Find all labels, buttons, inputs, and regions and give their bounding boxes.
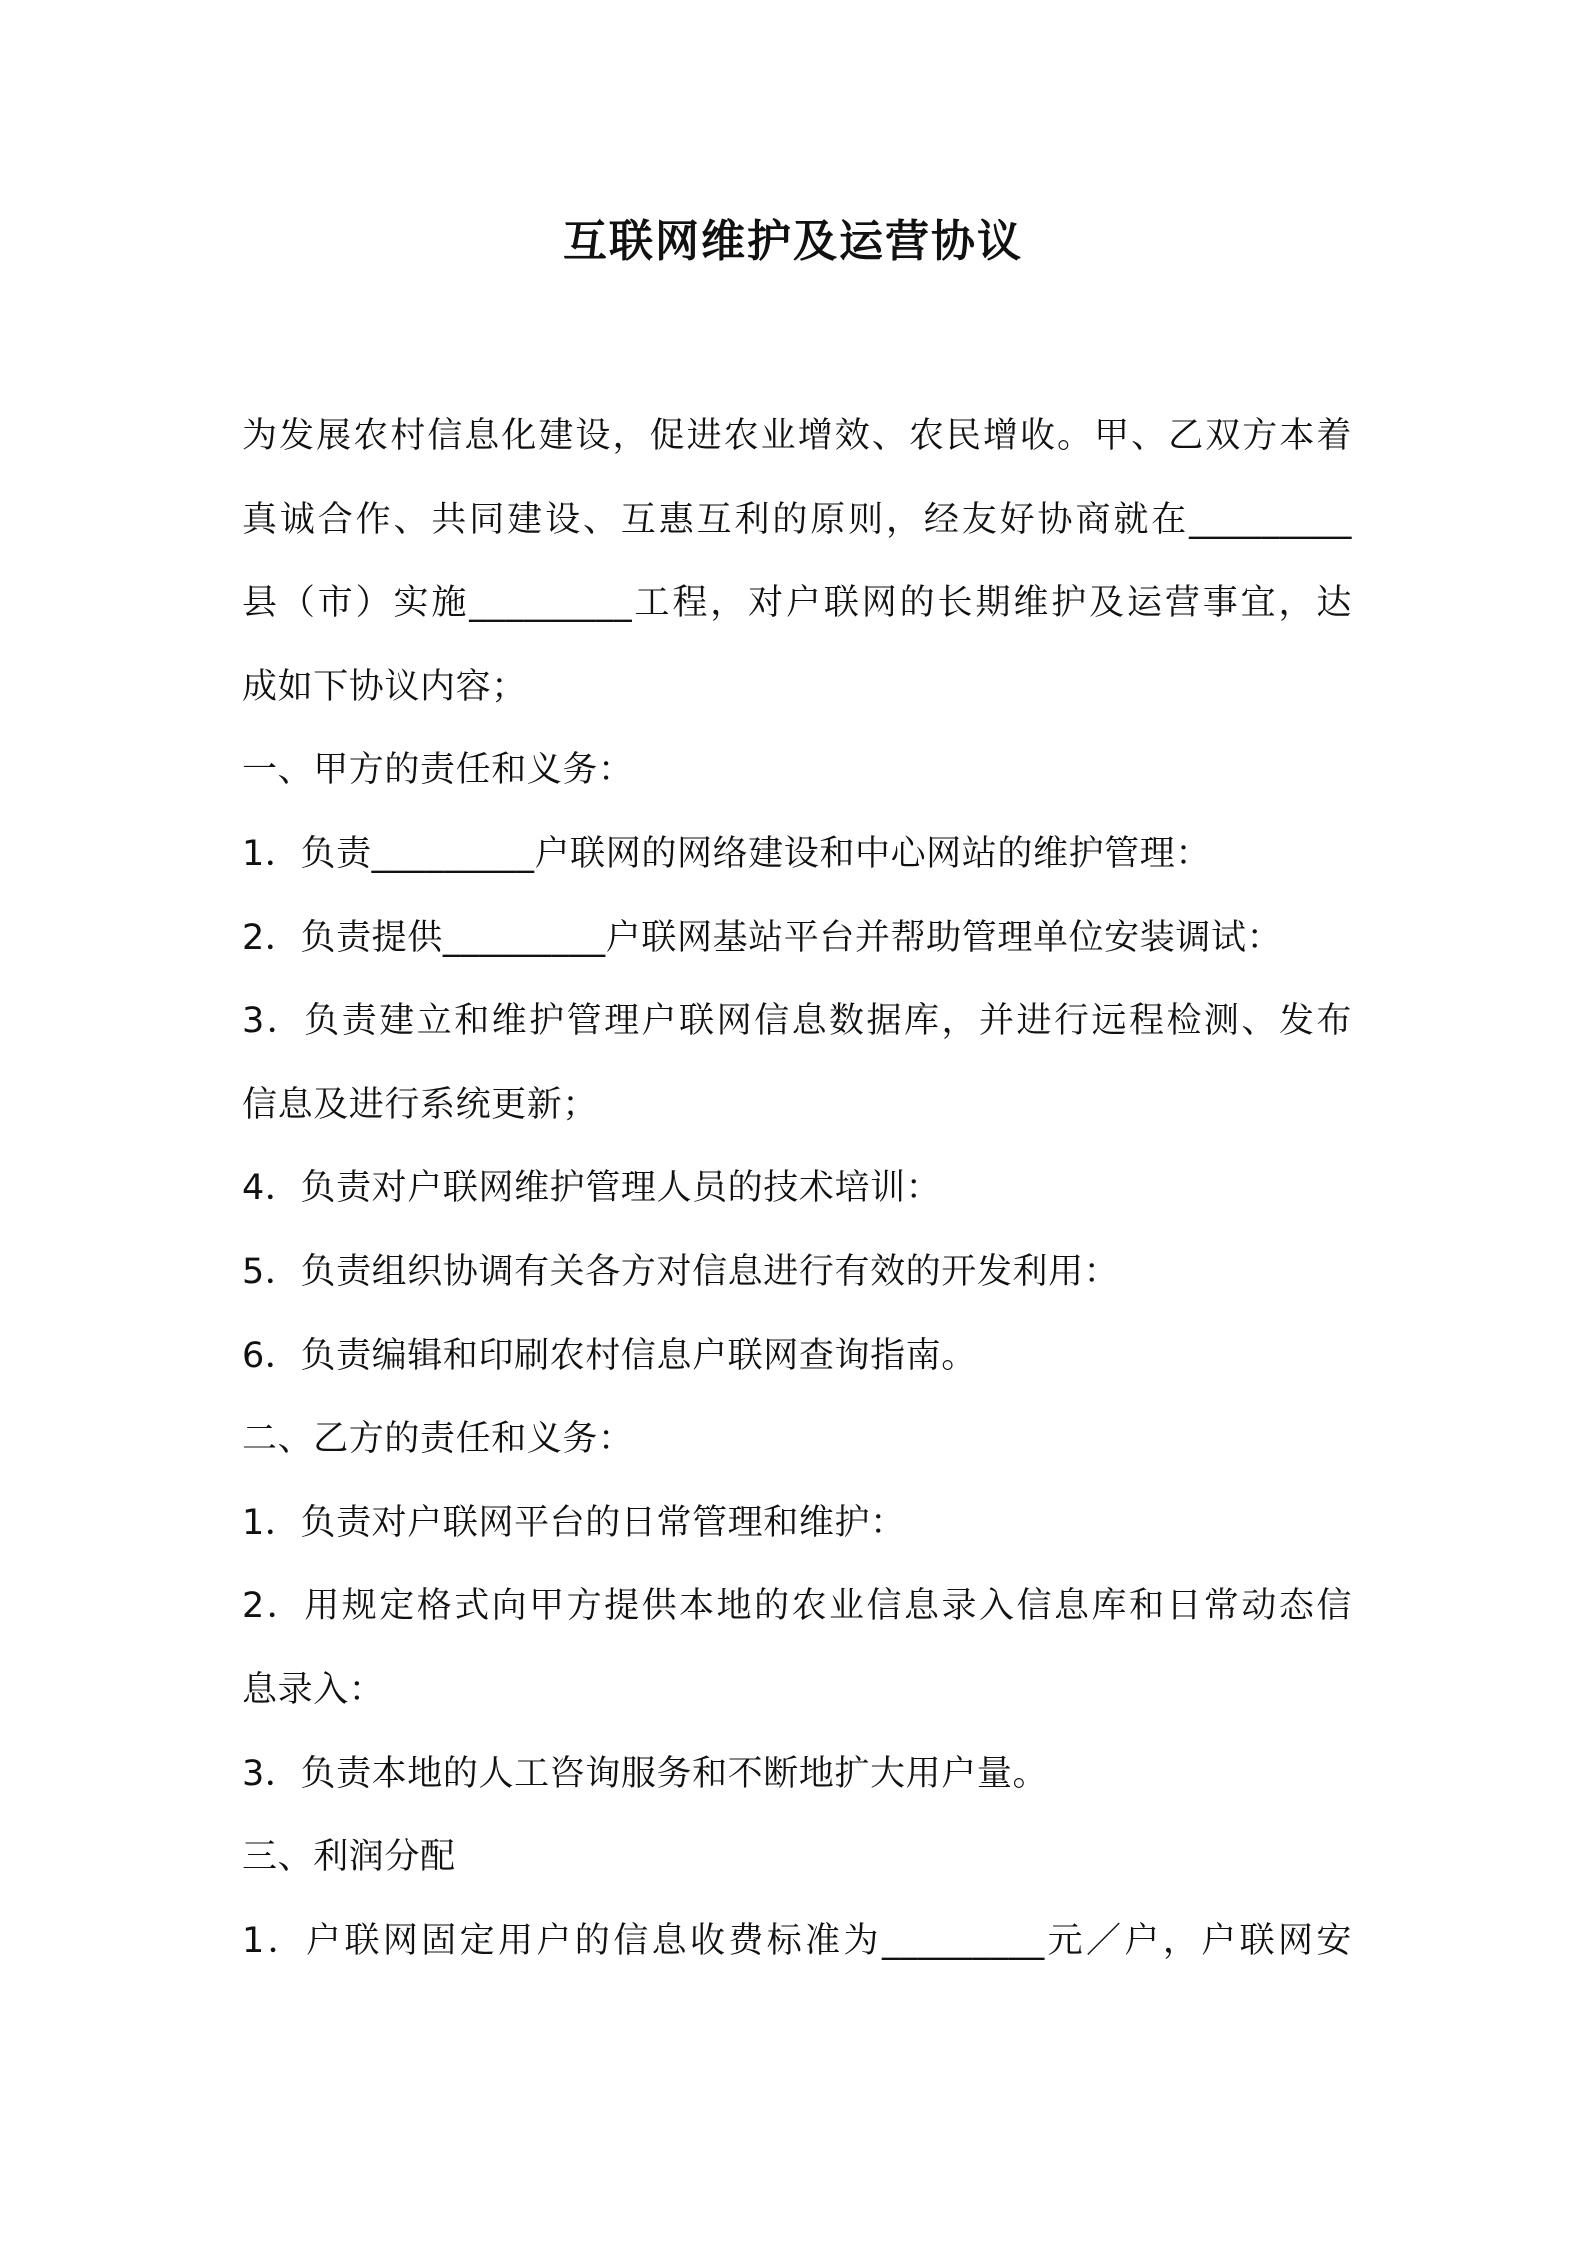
paragraph-line: 真诚合作、共同建设、互惠互利的原则，经友好协商就在_________ — [242, 499, 1352, 540]
paragraph-line: 成如下协议内容； — [242, 666, 527, 707]
list-item: 4．负责对户联网维护管理人员的技术培训： — [242, 1168, 942, 1209]
list-item-continuation: 息录入： — [242, 1669, 385, 1710]
list-item: 5．负责组织协调有关各方对信息进行有效的开发利用： — [242, 1251, 1120, 1292]
list-item: 2．用规定格式向甲方提供本地的农业信息录入信息库和日常动态信 — [242, 1586, 1352, 1627]
list-item: 3．负责建立和维护管理户联网信息数据库，并进行远程检测、发布 — [242, 1001, 1352, 1042]
document-body — [242, 408, 1352, 1996]
section-heading: 三、利润分配 — [242, 1837, 456, 1878]
list-item: 3．负责本地的人工咨询服务和不断地扩大用户量。 — [242, 1753, 1049, 1794]
section-heading: 一、甲方的责任和义务： — [242, 750, 634, 791]
document-title: 互联网维护及运营协议 — [563, 216, 1023, 267]
list-item: 1．负责_________户联网的网络建设和中心网站的维护管理： — [242, 833, 1211, 874]
list-item: 2．负责提供_________户联网基站平台并帮助管理单位安装调试： — [242, 917, 1283, 958]
list-item: 1．户联网固定用户的信息收费标准为_________元／户，户联网安 — [242, 1920, 1352, 1961]
paragraph-line: 为发展农村信息化建设，促进农业增效、农民增收。甲、乙双方本着 — [242, 416, 1352, 456]
paragraph-line: 县（市）实施_________工程，对户联网的长期维护及运营事宜，达 — [242, 583, 1352, 624]
list-item: 6．负责编辑和印刷农村信息户联网查询指南。 — [242, 1335, 977, 1376]
section-heading: 二、乙方的责任和义务： — [242, 1419, 634, 1460]
list-item: 1．负责对户联网平台的日常管理和维护： — [242, 1502, 906, 1543]
list-item-continuation: 信息及进行系统更新； — [242, 1084, 599, 1125]
